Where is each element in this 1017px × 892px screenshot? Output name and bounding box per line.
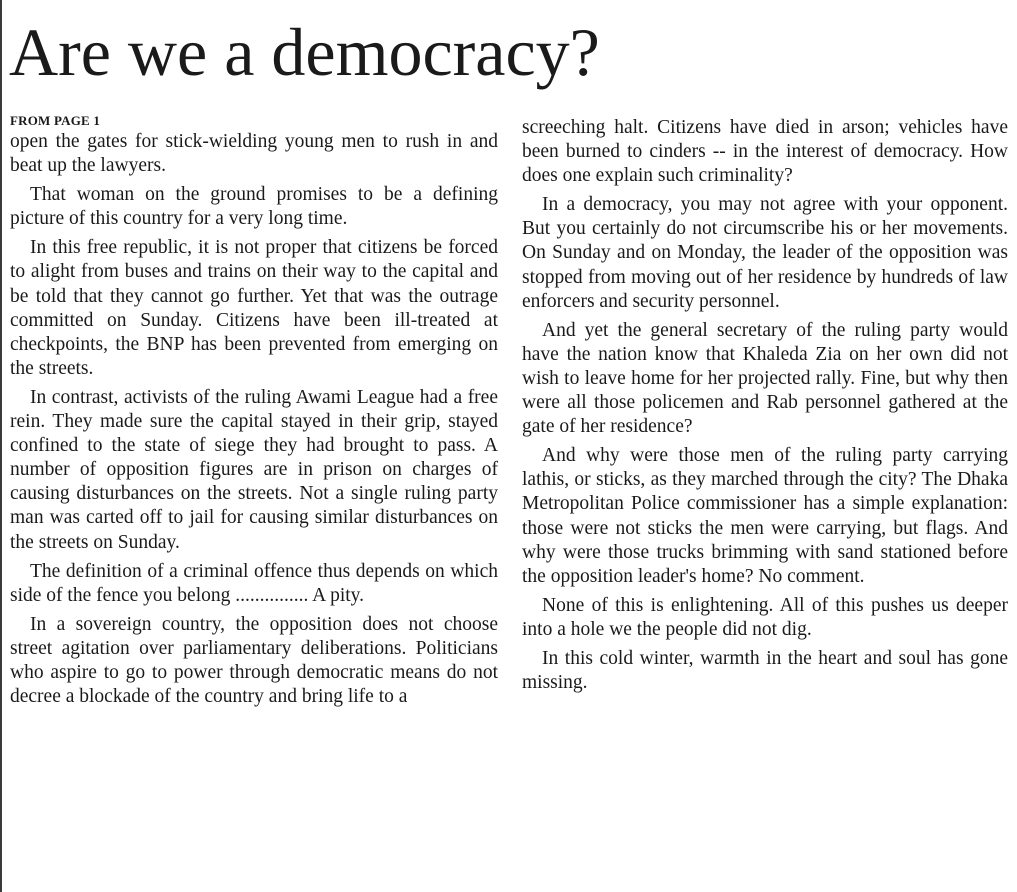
article-paragraph: open the gates for stick-wielding young men to rush in and beat up the lawyers. (10, 131, 498, 177)
article-paragraph: And why were those men of the ruling party carrying lathis, or sticks, as they marched through the city? The Dhaka Metropolitan Police commissioner has a simple explanation: those were not sticks the men were carrying, but flags. And why were those trucks brimming with sand stationed before the opposition leader's home? No comment. (522, 445, 1008, 587)
article-paragraph: In this cold winter, warmth in the heart and soul has gone missing. (522, 647, 1008, 694)
article-paragraph: In this free republic, it is not proper that citizens be forced to alight from buses and trains on their way to the capital and be told that they cannot go further. Yet that was the outrage committed on Sunday. Citizens have been ill-treated at checkpoints, the BNP has been prevented from emerging on the streets. (10, 237, 498, 379)
article-column-right (522, 116, 1008, 892)
article-paragraph: screeching halt. Citizens have died in arson; vehicles have been burned to cinders -- in the interest of democracy. How does one explain such criminality? (522, 117, 1008, 187)
continuation-kicker: FROM PAGE 1 (10, 113, 101, 128)
article-paragraph: In a sovereign country, the opposition does not choose street agitation over parliamentary deliberations. Politicians who aspire to go to power through democratic means do not decree a blockade of the country and bring life to a (10, 613, 498, 708)
article-paragraph: And yet the general secretary of the ruling party would have the nation know that Khaleda Zia on her own did not wish to leave home for her projected rally. Fine, but why then were all those policemen and Rab personnel gathered at the gate of her residence? (522, 319, 1008, 438)
article-paragraph: None of this is enlightening. All of this pushes us deeper into a hole we the people did not dig. (522, 594, 1008, 640)
column-rule (0, 0, 2, 892)
article-paragraph: The definition of a criminal offence thus depends on which side of the fence you belong ............... A pity. (10, 560, 498, 606)
article-column-left (10, 112, 498, 892)
article-paragraph: In contrast, activists of the ruling Awami League had a free rein. They made sure the capital stayed in their grip, stayed confined to the state of siege they had brought to pass. A number of opposition figures are in prison on charges of causing disturbances on the streets. Not a single ruling party man was carted off to jail for causing similar disturbances on the streets on Sunday. (10, 386, 498, 553)
article-paragraph: That woman on the ground promises to be a defining picture of this country for a very long time. (10, 184, 498, 230)
article-paragraph: In a democracy, you may not agree with your opponent. But you certainly do not circumscribe his or her movements. On Sunday and on Monday, the leader of the opposition was stopped from moving out of her residence by hundreds of law enforcers and security personnel. (522, 194, 1008, 312)
headline: Are we a democracy? (9, 14, 600, 90)
